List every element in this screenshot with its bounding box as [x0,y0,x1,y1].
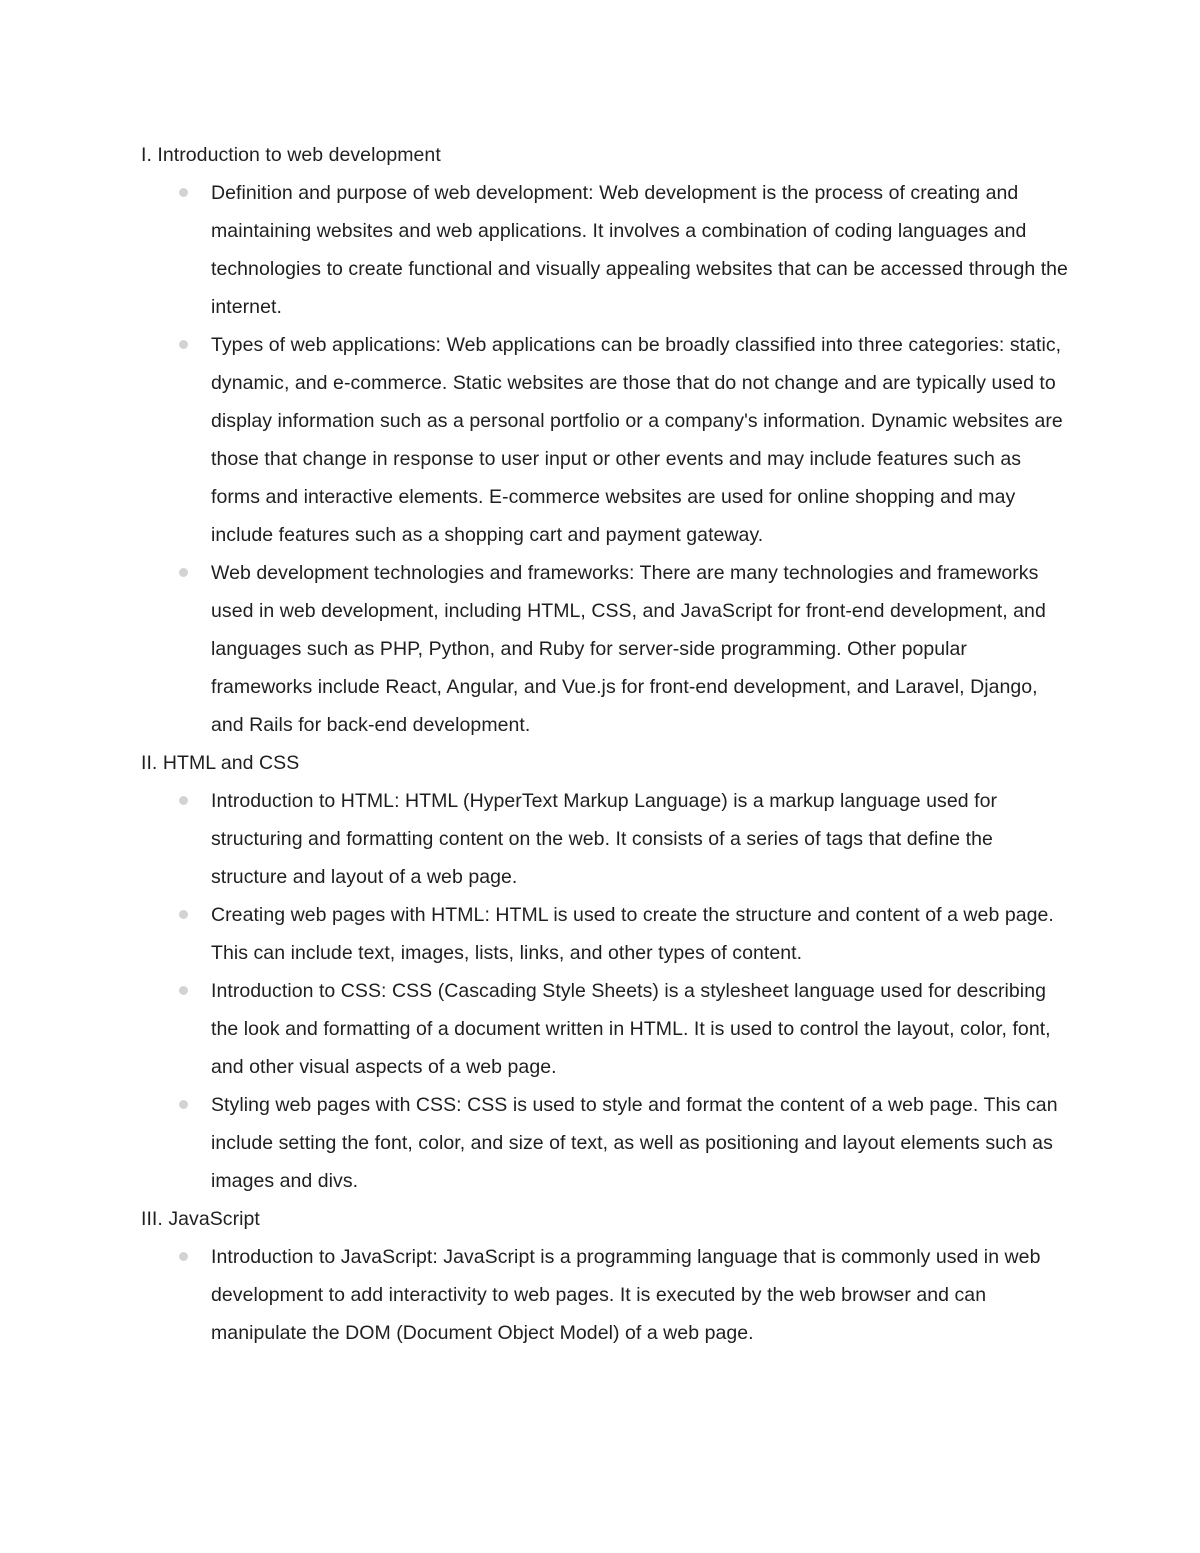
section-introduction [141,136,1071,744]
list-item [211,972,1071,1086]
section-heading: II. HTML and CSS [141,752,300,774]
list-item-text: Introduction to JavaScript: JavaScript is a programming language that is commonly used in web development to add interactivity to web pages. It is executed by the web browser and can manipulate the DOM (Document Object Model) of a web page. [211,1246,1041,1344]
bullet-list [141,174,1071,744]
bullet-icon [179,910,188,919]
bullet-icon [179,188,188,197]
section-heading: I. Introduction to web development [141,144,441,166]
bullet-icon [179,1252,188,1261]
list-item [211,896,1071,972]
bullet-icon [179,568,188,577]
bullet-icon [179,796,188,805]
list-item [211,1086,1071,1200]
list-item-text: Introduction to CSS: CSS (Cascading Style Sheets) is a stylesheet language used for describing the look and formatting of a document written in HTML. It is used to control the layout, color, font, and other visual aspects of a web page. [211,980,1051,1078]
section-javascript [141,1200,1071,1352]
bullet-icon [179,986,188,995]
list-item-text: Styling web pages with CSS: CSS is used to style and format the content of a web page. This can include setting the font, color, and size of text, as well as positioning and layout elements such as images and divs. [211,1094,1058,1192]
list-item [211,1238,1071,1352]
section-heading: III. JavaScript [141,1208,260,1230]
list-item-text: Definition and purpose of web development: Web development is the process of creating and maintaining websites and web applications. It involves a combination of coding languages and technologies to create functional and visually appealing websites that can be accessed through the internet. [211,182,1068,318]
bullet-list [141,1238,1071,1352]
list-item [211,554,1071,744]
list-item-text: Web development technologies and frameworks: There are many technologies and frameworks used in web development, including HTML, CSS, and JavaScript for front-end development, and languages such as PHP, Python, and Ruby for server-side programming. Other popular frameworks include React, Angular, and Vue.js for front-end development, and Laravel, Django, and Rails for back-end development. [211,562,1046,736]
list-item [211,782,1071,896]
list-item-text: Types of web applications: Web applications can be broadly classified into three categories: static, dynamic, and e-commerce. Static websites are those that do not change and are typically used to display information such as a personal portfolio or a company's information. Dynamic websites are those that change in response to user input or other events and may include features such as forms and interactive elements. E-commerce websites are used for online shopping and may include features such as a shopping cart and payment gateway. [211,334,1063,546]
list-item [211,174,1071,326]
section-html-css [141,744,1071,1200]
bullet-icon [179,340,188,349]
bullet-icon [179,1100,188,1109]
list-item [211,326,1071,554]
bullet-list [141,782,1071,1200]
list-item-text: Introduction to HTML: HTML (HyperText Markup Language) is a markup language used for structuring and formatting content on the web. It consists of a series of tags that define the structure and layout of a web page. [211,790,998,888]
list-item-text: Creating web pages with HTML: HTML is used to create the structure and content of a web page. This can include text, images, lists, links, and other types of content. [211,904,1054,964]
document-body [141,136,1071,1352]
